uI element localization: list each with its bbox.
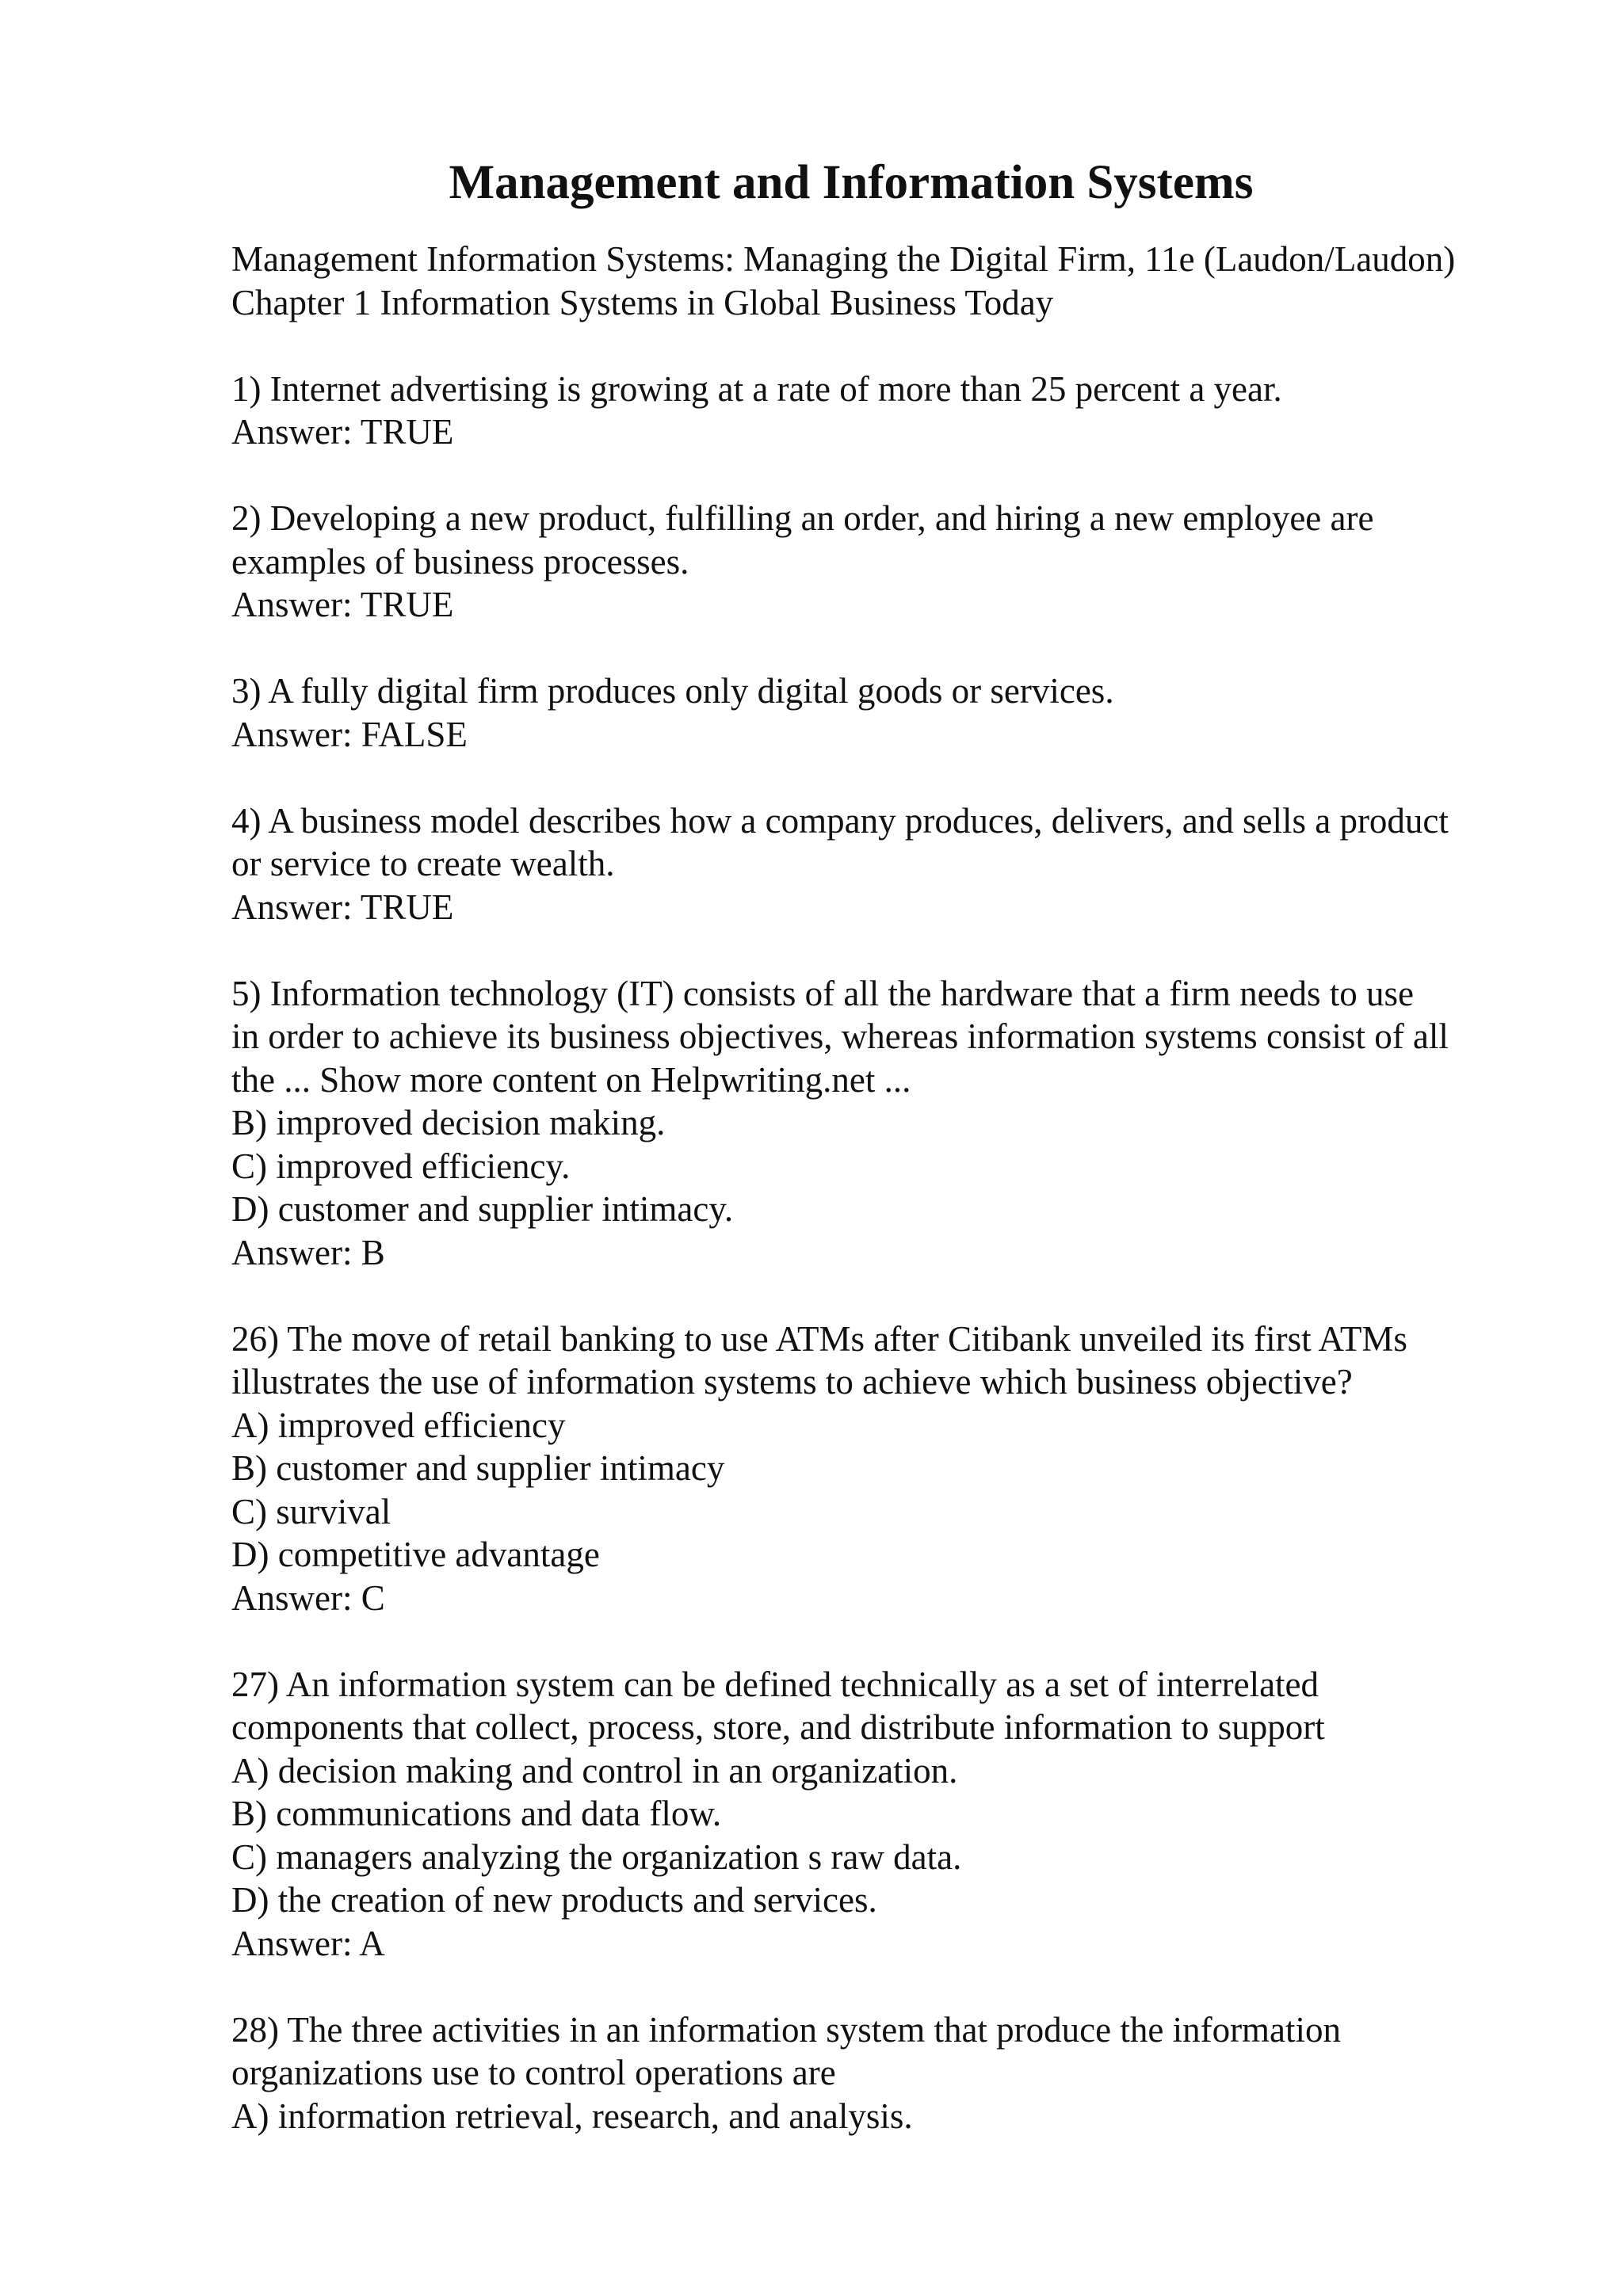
question-3 <box>231 669 1528 756</box>
question-text: 2) Developing a new product, fulfilling an order, and hiring a new employee are <box>231 498 1374 538</box>
paragraph-gap <box>231 929 1528 972</box>
option-b: B) communications and data flow. <box>231 1794 722 1833</box>
book-header <box>231 238 1528 324</box>
question-text: 1) Internet advertising is growing at a rate of more than 25 percent a year. <box>231 368 1282 409</box>
option-c: C) survival <box>231 1491 391 1531</box>
answer-line: Answer: A <box>231 1923 385 1963</box>
question-text: or service to create wealth. <box>231 844 615 883</box>
option-a: A) information retrieval, research, and analysis. <box>231 2096 913 2136</box>
question-text: 4) A business model describes how a company produces, delivers, and sells a product <box>231 800 1449 841</box>
chapter-title-line: Chapter 1 Information Systems in Global Business Today <box>231 282 1054 322</box>
option-d: D) the creation of new products and services. <box>231 1880 877 1920</box>
option-a: A) decision making and control in an organization. <box>231 1750 958 1791</box>
question-text: 3) A fully digital firm produces only digital goods or services. <box>231 671 1114 711</box>
paragraph-gap <box>231 627 1528 670</box>
question-5 <box>231 972 1528 1275</box>
question-26 <box>231 1318 1528 1620</box>
document-body <box>231 238 1528 2138</box>
option-d: D) customer and supplier intimacy. <box>231 1189 734 1229</box>
question-text: the ... Show more content on Helpwriting.net ... <box>231 1059 911 1100</box>
paragraph-gap <box>231 454 1528 498</box>
question-27 <box>231 1663 1528 1966</box>
document-title: Management and Information Systems <box>449 156 1254 209</box>
question-text: 27) An information system can be defined technically as a set of interrelated <box>231 1664 1319 1704</box>
option-d: D) competitive advantage <box>231 1535 600 1574</box>
answer-line: Answer: FALSE <box>231 714 468 754</box>
question-text: illustrates the use of information systems to achieve which business objective? <box>231 1362 1353 1402</box>
option-b: B) customer and supplier intimacy <box>231 1448 725 1488</box>
paragraph-gap <box>231 756 1528 799</box>
question-28 <box>231 2008 1528 2138</box>
question-text: examples of business processes. <box>231 541 689 582</box>
answer-line: Answer: TRUE <box>231 412 454 452</box>
question-text: components that collect, process, store, and distribute information to support <box>231 1707 1325 1747</box>
paragraph-gap <box>231 1965 1528 2008</box>
answer-line: Answer: TRUE <box>231 887 454 927</box>
question-text: 5) Information technology (IT) consists of all the hardware that a firm needs to use <box>231 973 1415 1013</box>
paragraph-gap <box>231 324 1528 368</box>
answer-line: Answer: C <box>231 1577 385 1618</box>
option-c: C) managers analyzing the organization s raw data. <box>231 1836 962 1877</box>
answer-line: Answer: B <box>231 1232 385 1272</box>
question-1 <box>231 368 1528 454</box>
question-text: in order to achieve its business objectives, whereas information systems consist of all <box>231 1016 1449 1056</box>
book-title-line: Management Information Systems: Managing the Digital Firm, 11e (Laudon/Laudon) <box>231 239 1456 279</box>
paragraph-gap <box>231 1274 1528 1318</box>
option-a: A) improved efficiency <box>231 1405 566 1445</box>
question-text: organizations use to control operations are <box>231 2053 836 2092</box>
question-2 <box>231 497 1528 627</box>
paragraph-gap <box>231 1619 1528 1663</box>
question-text: 28) The three activities in an information system that produce the information <box>231 2009 1342 2050</box>
question-text: 26) The move of retail banking to use ATMs after Citibank unveiled its first ATMs <box>231 1318 1407 1359</box>
answer-line: Answer: TRUE <box>231 585 454 624</box>
option-c: C) improved efficiency. <box>231 1146 571 1186</box>
question-4 <box>231 799 1528 929</box>
option-b: B) improved decision making. <box>231 1103 666 1142</box>
